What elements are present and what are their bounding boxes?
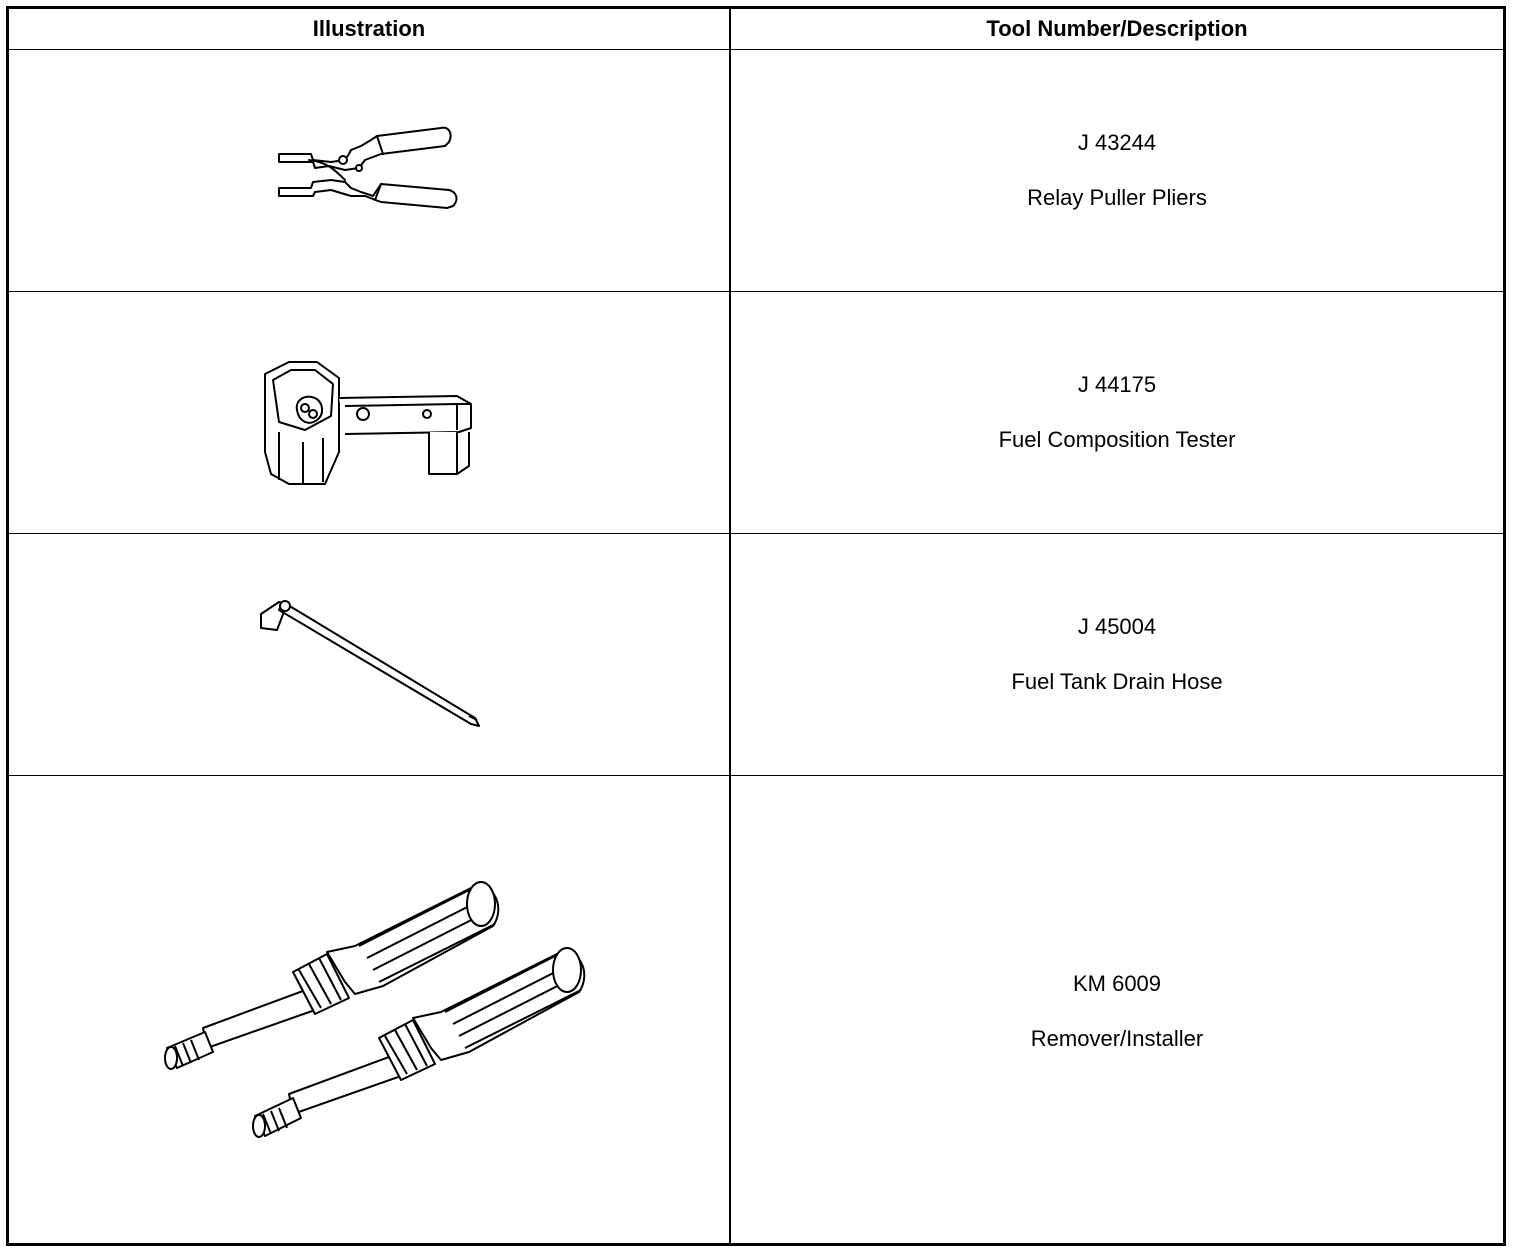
relay-puller-pliers-icon (9, 50, 729, 291)
fuel-tank-drain-hose-icon (9, 534, 729, 775)
description-cell (731, 776, 1503, 1246)
tool-description: Remover/Installer (1030, 1025, 1204, 1051)
fuel-composition-tester-icon (9, 292, 729, 533)
illustration-cell (9, 534, 731, 775)
illustration-cell (9, 292, 731, 533)
remover-installer-icon (9, 776, 729, 1246)
table-header-row (9, 9, 1503, 50)
illustration-cell (9, 50, 731, 291)
tool-number: KM 6009 (1072, 970, 1162, 996)
column-header-tool: Tool Number/Description (986, 16, 1248, 41)
tools-table (6, 6, 1506, 1246)
tool-description: Relay Puller Pliers (1027, 185, 1207, 210)
tool-number: J 43244 (1077, 130, 1157, 155)
tool-number: J 45004 (1077, 614, 1157, 639)
description-cell (731, 292, 1503, 533)
tool-description: Fuel Tank Drain Hose (1011, 669, 1223, 694)
table-row (9, 534, 1503, 776)
tool-number: J 44175 (1077, 372, 1157, 397)
table-row (9, 292, 1503, 534)
column-header-illustration: Illustration (9, 9, 731, 49)
description-cell (731, 534, 1503, 775)
table-row (9, 50, 1503, 292)
illustration-cell (9, 776, 731, 1246)
tool-description: Fuel Composition Tester (998, 427, 1236, 452)
table-row (9, 776, 1503, 1246)
description-cell (731, 50, 1503, 291)
